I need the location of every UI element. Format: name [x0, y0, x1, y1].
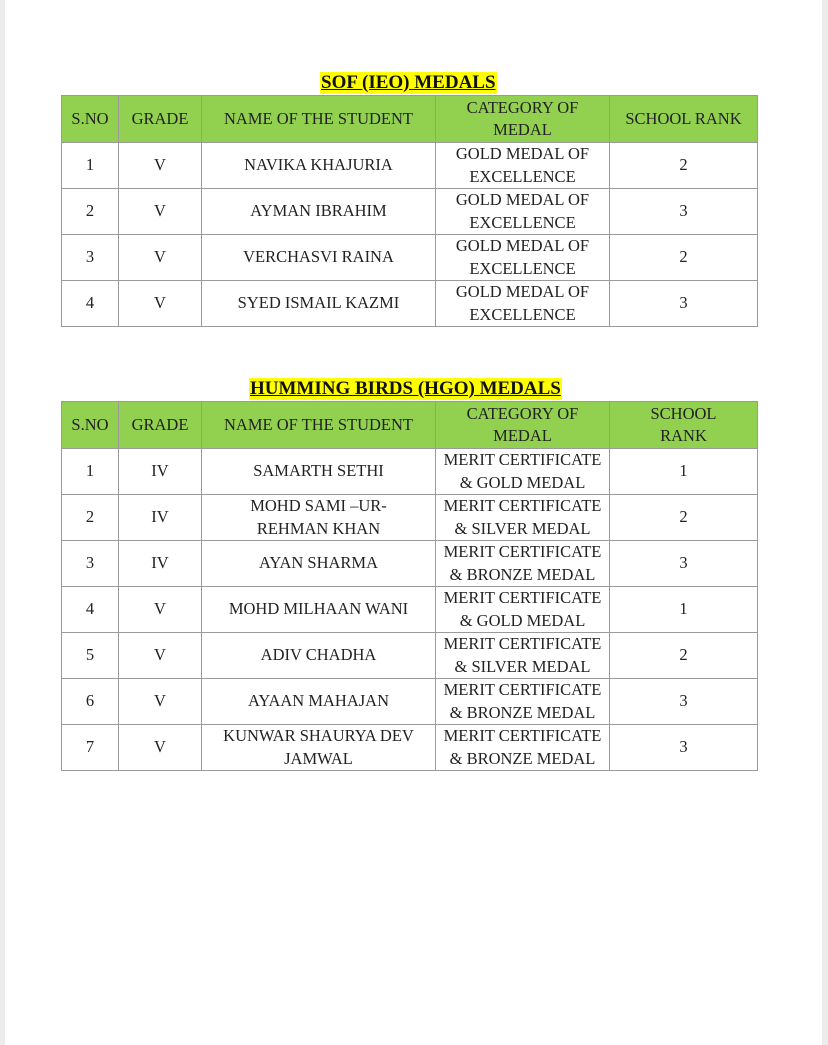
cell-category-line: & BRONZE MEDAL	[449, 748, 596, 768]
cell-rank: 3	[610, 281, 758, 327]
cell-student-name-line: SYED ISMAIL KAZMI	[237, 293, 400, 313]
cell-rank: 2	[610, 235, 758, 281]
table-row	[62, 633, 758, 679]
cell-grade: V	[119, 633, 202, 679]
header-rank	[610, 402, 758, 449]
sof-section-title: SOF (IEO) MEDALS	[321, 72, 496, 93]
cell-category-line: MERIT CERTIFICATE	[443, 680, 602, 699]
header-category	[436, 96, 610, 143]
cell-category-line: MERIT CERTIFICATE	[443, 496, 602, 515]
cell-student-name	[202, 587, 436, 633]
cell-grade: IV	[119, 495, 202, 541]
cell-student-name	[202, 235, 436, 281]
cell-student-name	[202, 633, 436, 679]
cell-sno: 2	[62, 189, 119, 235]
header-rank-line: RANK	[660, 426, 707, 445]
cell-student-name-line: KUNWAR SHAURYA DEV	[223, 726, 414, 745]
header-rank-line: SCHOOL	[650, 403, 717, 423]
cell-category-line: EXCELLENCE	[469, 258, 576, 278]
cell-student-name	[202, 541, 436, 587]
header-row	[62, 96, 758, 143]
header-category-line: CATEGORY OF	[466, 403, 579, 423]
cell-student-name-line: AYAAN MAHAJAN	[247, 691, 390, 711]
cell-category-line: MERIT CERTIFICATE	[443, 588, 602, 607]
cell-category-line: GOLD MEDAL OF	[455, 282, 590, 301]
header-sno: S.NO	[62, 402, 119, 449]
cell-grade: V	[119, 281, 202, 327]
cell-category-line: & SILVER MEDAL	[454, 656, 591, 676]
cell-category	[436, 235, 610, 281]
cell-category	[436, 495, 610, 541]
cell-rank: 3	[610, 725, 758, 771]
cell-sno: 2	[62, 495, 119, 541]
cell-rank: 3	[610, 541, 758, 587]
cell-grade: IV	[119, 541, 202, 587]
header-category	[436, 402, 610, 449]
header-name: NAME OF THE STUDENT	[202, 402, 436, 449]
cell-category	[436, 449, 610, 495]
header-rank-line: SCHOOL RANK	[625, 108, 742, 128]
cell-grade: IV	[119, 449, 202, 495]
cell-student-name-line: VERCHASVI RAINA	[243, 247, 394, 267]
cell-rank: 2	[610, 143, 758, 189]
header-name: NAME OF THE STUDENT	[202, 96, 436, 143]
sof-medals-table	[61, 95, 758, 327]
cell-category-line: EXCELLENCE	[469, 212, 576, 232]
cell-category	[436, 189, 610, 235]
header-category-line: MEDAL	[493, 120, 552, 139]
table-row	[62, 189, 758, 235]
cell-category-line: MERIT CERTIFICATE	[443, 634, 602, 653]
cell-category	[436, 143, 610, 189]
cell-sno: 1	[62, 143, 119, 189]
cell-category-line: MERIT CERTIFICATE	[443, 726, 602, 745]
cell-student-name	[202, 495, 436, 541]
header-grade: GRADE	[119, 96, 202, 143]
table-row	[62, 281, 758, 327]
cell-category-line: EXCELLENCE	[469, 166, 576, 186]
cell-student-name	[202, 143, 436, 189]
cell-grade: V	[119, 679, 202, 725]
table-row	[62, 495, 758, 541]
cell-category-line: & SILVER MEDAL	[454, 518, 591, 538]
cell-sno: 4	[62, 587, 119, 633]
cell-grade: V	[119, 235, 202, 281]
cell-category-line: EXCELLENCE	[469, 304, 576, 324]
table-row	[62, 587, 758, 633]
cell-student-name-line: SAMARTH SETHI	[253, 461, 384, 481]
cell-student-name	[202, 449, 436, 495]
cell-student-name-line: MOHD SAMI –UR-	[250, 496, 387, 515]
cell-sno: 1	[62, 449, 119, 495]
cell-category	[436, 541, 610, 587]
hgo-medals-table	[61, 401, 758, 771]
cell-student-name-line: MOHD MILHAAN WANI	[228, 599, 409, 619]
header-grade: GRADE	[119, 402, 202, 449]
cell-student-name-line: AYMAN IBRAHIM	[250, 201, 387, 221]
cell-sno: 3	[62, 235, 119, 281]
cell-student-name	[202, 679, 436, 725]
cell-student-name-line: JAMWAL	[284, 748, 353, 768]
cell-sno: 6	[62, 679, 119, 725]
cell-category-line: GOLD MEDAL OF	[455, 190, 590, 209]
cell-category-line: & BRONZE MEDAL	[449, 702, 596, 722]
cell-rank: 2	[610, 495, 758, 541]
header-category-line: MEDAL	[493, 426, 552, 445]
cell-rank: 1	[610, 449, 758, 495]
cell-grade: V	[119, 725, 202, 771]
cell-sno: 7	[62, 725, 119, 771]
table-row	[62, 679, 758, 725]
cell-sno: 4	[62, 281, 119, 327]
cell-student-name	[202, 281, 436, 327]
cell-sno: 5	[62, 633, 119, 679]
header-category-line: CATEGORY OF	[466, 97, 579, 117]
cell-rank: 2	[610, 633, 758, 679]
cell-rank: 3	[610, 189, 758, 235]
cell-category	[436, 281, 610, 327]
cell-grade: V	[119, 189, 202, 235]
cell-student-name	[202, 725, 436, 771]
header-row	[62, 402, 758, 449]
cell-category-line: & GOLD MEDAL	[459, 472, 586, 492]
header-rank	[610, 96, 758, 143]
cell-category-line: MERIT CERTIFICATE	[443, 450, 602, 469]
cell-category	[436, 725, 610, 771]
header-sno: S.NO	[62, 96, 119, 143]
cell-rank: 1	[610, 587, 758, 633]
cell-category-line: & GOLD MEDAL	[459, 610, 586, 630]
cell-student-name-line: AYAN SHARMA	[258, 553, 379, 573]
cell-grade: V	[119, 587, 202, 633]
table-row	[62, 143, 758, 189]
cell-category-line: MERIT CERTIFICATE	[443, 542, 602, 561]
cell-student-name-line: ADIV CHADHA	[260, 645, 377, 665]
cell-student-name	[202, 189, 436, 235]
cell-sno: 3	[62, 541, 119, 587]
document-page	[5, 0, 822, 1045]
cell-category	[436, 633, 610, 679]
table-row	[62, 725, 758, 771]
cell-category-line: GOLD MEDAL OF	[455, 236, 590, 255]
cell-category-line: & BRONZE MEDAL	[449, 564, 596, 584]
cell-category	[436, 587, 610, 633]
cell-student-name-line: REHMAN KHAN	[256, 518, 381, 538]
table-row	[62, 235, 758, 281]
cell-rank: 3	[610, 679, 758, 725]
cell-category-line: GOLD MEDAL OF	[455, 144, 590, 163]
table-row	[62, 541, 758, 587]
cell-student-name-line: NAVIKA KHAJURIA	[244, 155, 393, 175]
cell-grade: V	[119, 143, 202, 189]
table-row	[62, 449, 758, 495]
cell-category	[436, 679, 610, 725]
hgo-section-title: HUMMING BIRDS (HGO) MEDALS	[250, 378, 561, 399]
